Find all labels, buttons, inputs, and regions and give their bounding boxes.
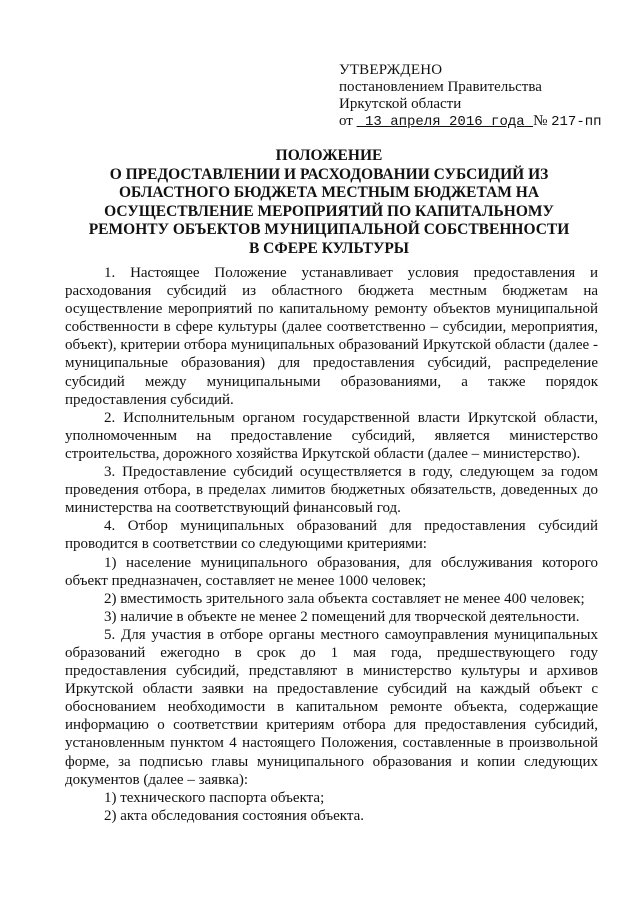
document-body [65, 264, 598, 825]
paragraph-3: 3. Предоставление субсидий осуществляется в году, следующем за годом проведения отбора, в пределах лимитов бюджетных обязательств, доведенных до министерства на соответствующий финансовый год. [65, 464, 598, 517]
approval-heading: УТВЕРЖДЕНО [339, 62, 443, 78]
paragraph-5: 5. Для участия в отборе органы местного самоуправления муниципальных образований ежегодно в срок до 1 мая года, предшествующего году предоставления субсидий, представляют в министерство культуры и архивов Иркутской области заявки на предоставление субсидий на каждый объект с обоснованием необходимости в капитальном ремонте объекта, содержащие информацию о соответствии критериям отбора для предоставления субсидий, установленным пунктом 4 настоящего Положения, составленные в произвольной форме, за подписью главы муниципального образования и копии следующих документов (далее – заявка): [65, 626, 598, 788]
document-item-1: 1) технического паспорта объекта; [104, 789, 325, 806]
criterion-1: 1) население муниципального образования, для обслуживания которого объект предназначен, составляет не менее 1000 человек; [65, 554, 598, 589]
title-line: В СФЕРЕ КУЛЬТУРЫ [248, 239, 410, 257]
approval-date: 13 апреля 2016 года [365, 114, 525, 130]
title-line: ОСУЩЕСТВЛЕНИЕ МЕРОПРИЯТИЙ ПО КАПИТАЛЬНОМУ [104, 202, 554, 220]
document-item-2: 2) акта обследования состояния объекта. [104, 807, 365, 824]
title-line: РЕМОНТУ ОБЪЕКТОВ МУНИЦИПАЛЬНОЙ СОБСТВЕННОСТИ [88, 221, 570, 238]
paragraph-2: 2. Исполнительным органом государственной власти Иркутской области, уполномоченным на предоставление субсидий, является министерство строительства, дорожного хозяйства Иркутской области (далее – министерство). [65, 409, 598, 462]
approval-region-line: Иркутской области [339, 96, 462, 112]
approval-date-prefix: от [339, 113, 353, 129]
paragraph-4: 4. Отбор муниципальных образований для предоставления субсидий проводится в соответствии со следующими критериями: [65, 518, 598, 553]
approval-number-sign: № [533, 113, 548, 129]
approval-date-line [339, 113, 629, 131]
approval-number: 217-пп [551, 114, 602, 130]
criterion-3: 3) наличие в объекте не менее 2 помещений для творческой деятельности. [104, 608, 580, 625]
title-line: ОБЛАСТНОГО БЮДЖЕТА МЕСТНЫМ БЮДЖЕТАМ НА [118, 184, 540, 201]
criterion-2: 2) вместимость зрительного зала объекта составляет не менее 400 человек; [104, 590, 585, 607]
paragraph-1: 1. Настоящее Положение устанавливает условия предоставления и расходования субсидий из областного бюджета местным бюджетам на осуществление мероприятий по капитальному ремонту объектов муниципальной собственности в сфере культуры (далее соответственно – субсидии, мероприятия, объект), критерии отбора муниципальных образований Иркутской области (далее - муниципальные образования) для предоставления субсидий, распределение субсидий между муниципальными образованиями, а также порядок предоставления субсидий. [65, 265, 598, 408]
approval-stamp [339, 62, 629, 131]
title-line: О ПРЕДОСТАВЛЕНИИ И РАСХОДОВАНИИ СУБСИДИЙ ИЗ [109, 165, 549, 183]
document-title [60, 147, 598, 258]
title-line: ПОЛОЖЕНИЕ [275, 147, 383, 164]
approval-by-line: постановлением Правительства [339, 79, 542, 95]
